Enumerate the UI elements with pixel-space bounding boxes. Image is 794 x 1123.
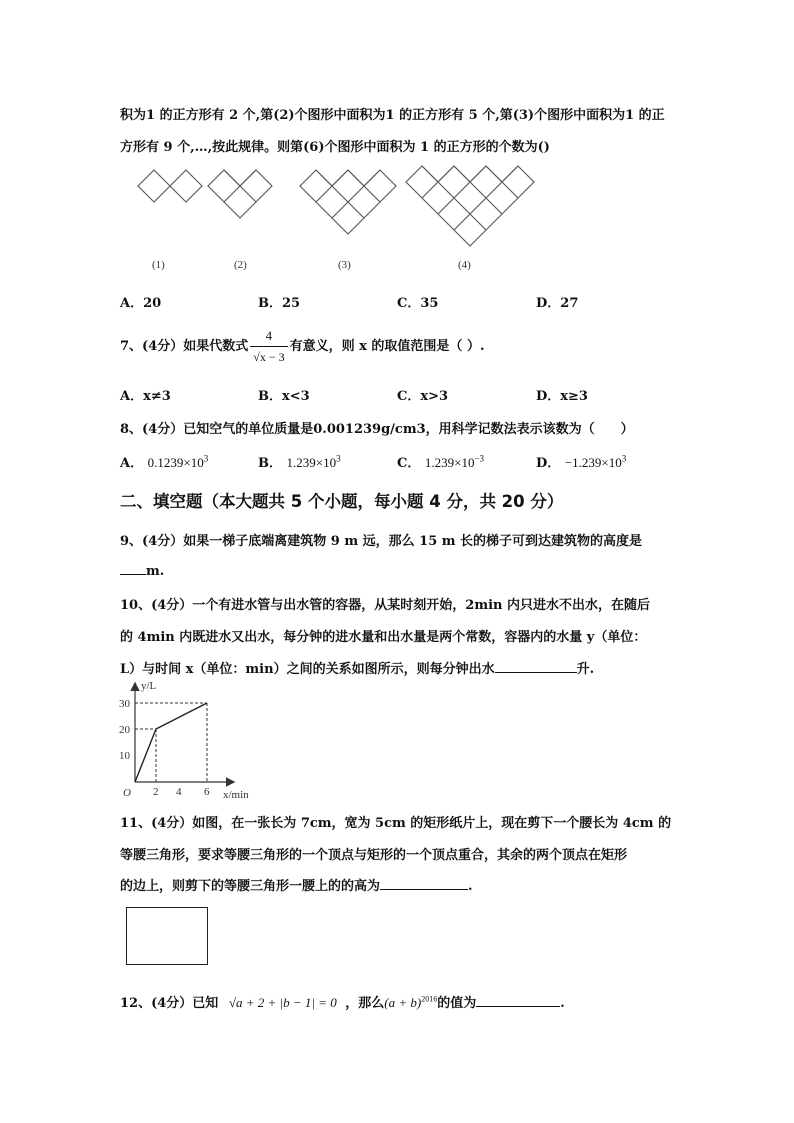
pattern-3 xyxy=(300,170,396,234)
pattern-1 xyxy=(138,170,202,202)
y-tick-30: 30 xyxy=(119,698,130,710)
q7-frac-den: √x − 3 xyxy=(250,346,287,367)
figure-label-3: (3) xyxy=(338,259,351,270)
q12-prefix: 12、(4分）已知 xyxy=(120,996,219,1011)
y-tick-10: 10 xyxy=(119,750,130,762)
q10-water-graph xyxy=(115,676,265,801)
y-tick-20: 20 xyxy=(119,724,130,736)
y-axis-label: y/L xyxy=(141,680,157,692)
q12-power-exp: 2016 xyxy=(421,994,438,1004)
q7-option-d[interactable]: D．x≥3 xyxy=(536,389,588,404)
q11-text-line3: 的边上，则剪下的等腰三角形一腰上的的高为 . xyxy=(120,879,473,894)
q7-suffix: 有意义，则 x 的取值范围是（ ）. xyxy=(289,339,485,354)
q10-text-line3: L）与时间 x（单位：min）之间的关系如图所示，则每分钟出水 升. xyxy=(120,662,595,677)
q6-option-b[interactable]: B．25 xyxy=(258,296,301,311)
water-volume-line xyxy=(135,703,207,782)
q12-answer-blank[interactable] xyxy=(476,994,560,1007)
x-axis-label: x/min xyxy=(223,789,249,801)
q8-option-a[interactable]: A． $0.1239\times 10^3$ xyxy=(120,453,209,471)
pattern-2 xyxy=(208,170,272,218)
x-tick-4: 4 xyxy=(176,786,182,798)
x-tick-2: 2 xyxy=(153,786,159,798)
q11-text-line1: 11、(4分）如图，在一张长为 7cm，宽为 5cm 的矩形纸片上，现在剪下一个腰长为 4cm 的 xyxy=(120,816,672,831)
q8-question: 8、(4分）已知空气的单位质量是0.001239g/cm3，用科学记数法表示该数为（ ） xyxy=(120,422,634,437)
q7-question xyxy=(120,326,484,367)
origin-label: O xyxy=(123,787,131,799)
q6-option-a[interactable]: A．20 xyxy=(120,296,162,311)
q8-option-c[interactable]: C． $1.239\times 10^{-3}$ xyxy=(397,453,485,471)
q6-pattern-figure xyxy=(130,160,550,270)
q9-text-line2: m. xyxy=(120,562,164,579)
q12-expression: √a + 2 + |b − 1| = 0 xyxy=(228,995,337,1010)
q12-power-base: (a + b) xyxy=(384,995,422,1010)
q12-suffix: 的值为 xyxy=(437,996,477,1011)
q7-option-b[interactable]: B．x<3 xyxy=(258,389,310,404)
q6-option-d[interactable]: D．27 xyxy=(536,296,579,311)
q12-mid: ，那么 xyxy=(345,996,385,1011)
figure-label-4: (4) xyxy=(458,259,471,270)
figure-label-1: (1) xyxy=(152,259,165,270)
pattern-4 xyxy=(406,166,534,246)
q6-text-line2: 方形有 9 个,…,按此规律。则第(6)个图形中面积为 1 的正方形的个数为() xyxy=(120,140,550,155)
q11-rectangle-figure xyxy=(126,907,208,965)
q6-text-line1: 积为1 的正方形有 2 个,第(2)个图形中面积为1 的正方形有 5 个,第(3)个图形中面积为1 的正 xyxy=(120,108,665,123)
q7-prefix: 7、(4分）如果代数式 xyxy=(120,339,249,354)
q8-option-d[interactable]: D． $-1.239\times 10^3$ xyxy=(536,453,627,471)
q11-answer-blank[interactable] xyxy=(380,877,468,890)
q10-answer-blank[interactable] xyxy=(495,660,577,673)
q10-text-line2: 的 4min 内既进水又出水，每分钟的进水量和出水量是两个常数，容器内的水量 y（单位： xyxy=(120,630,647,645)
q9-answer-blank[interactable] xyxy=(120,562,146,575)
q9-text-line1: 9、(4分）如果一梯子底端离建筑物 9 m 远，那么 15 m 长的梯子可到达建筑物的高度是 xyxy=(120,534,643,549)
q8-option-b[interactable]: B． $1.239\times 10^3$ xyxy=(258,453,341,471)
q7-fraction xyxy=(250,326,287,367)
figure-label-2: (2) xyxy=(234,259,247,270)
x-tick-6: 6 xyxy=(204,786,210,798)
q12-question: 12、(4分）已知 √a + 2 + |b − 1| = 0 ，那么$(a + b)^{2016}$的值为 . xyxy=(120,994,565,1011)
section-title-fill-in: 二、填空题（本大题共 5 个小题，每小题 4 分，共 20 分） xyxy=(120,492,564,511)
q7-option-a[interactable]: A．x≠3 xyxy=(120,389,171,404)
q10-text-line1: 10、(4分）一个有进水管与出水管的容器，从某时刻开始，2min 内只进水不出水，在随后 xyxy=(120,598,651,613)
q7-option-c[interactable]: C．x>3 xyxy=(397,389,449,404)
q6-option-c[interactable]: C．35 xyxy=(397,296,439,311)
q7-frac-num: 4 xyxy=(265,328,273,343)
q11-text-line2: 等腰三角形，要求等腰三角形的一个顶点与矩形的一个顶点重合，其余的两个顶点在矩形 xyxy=(120,848,628,863)
